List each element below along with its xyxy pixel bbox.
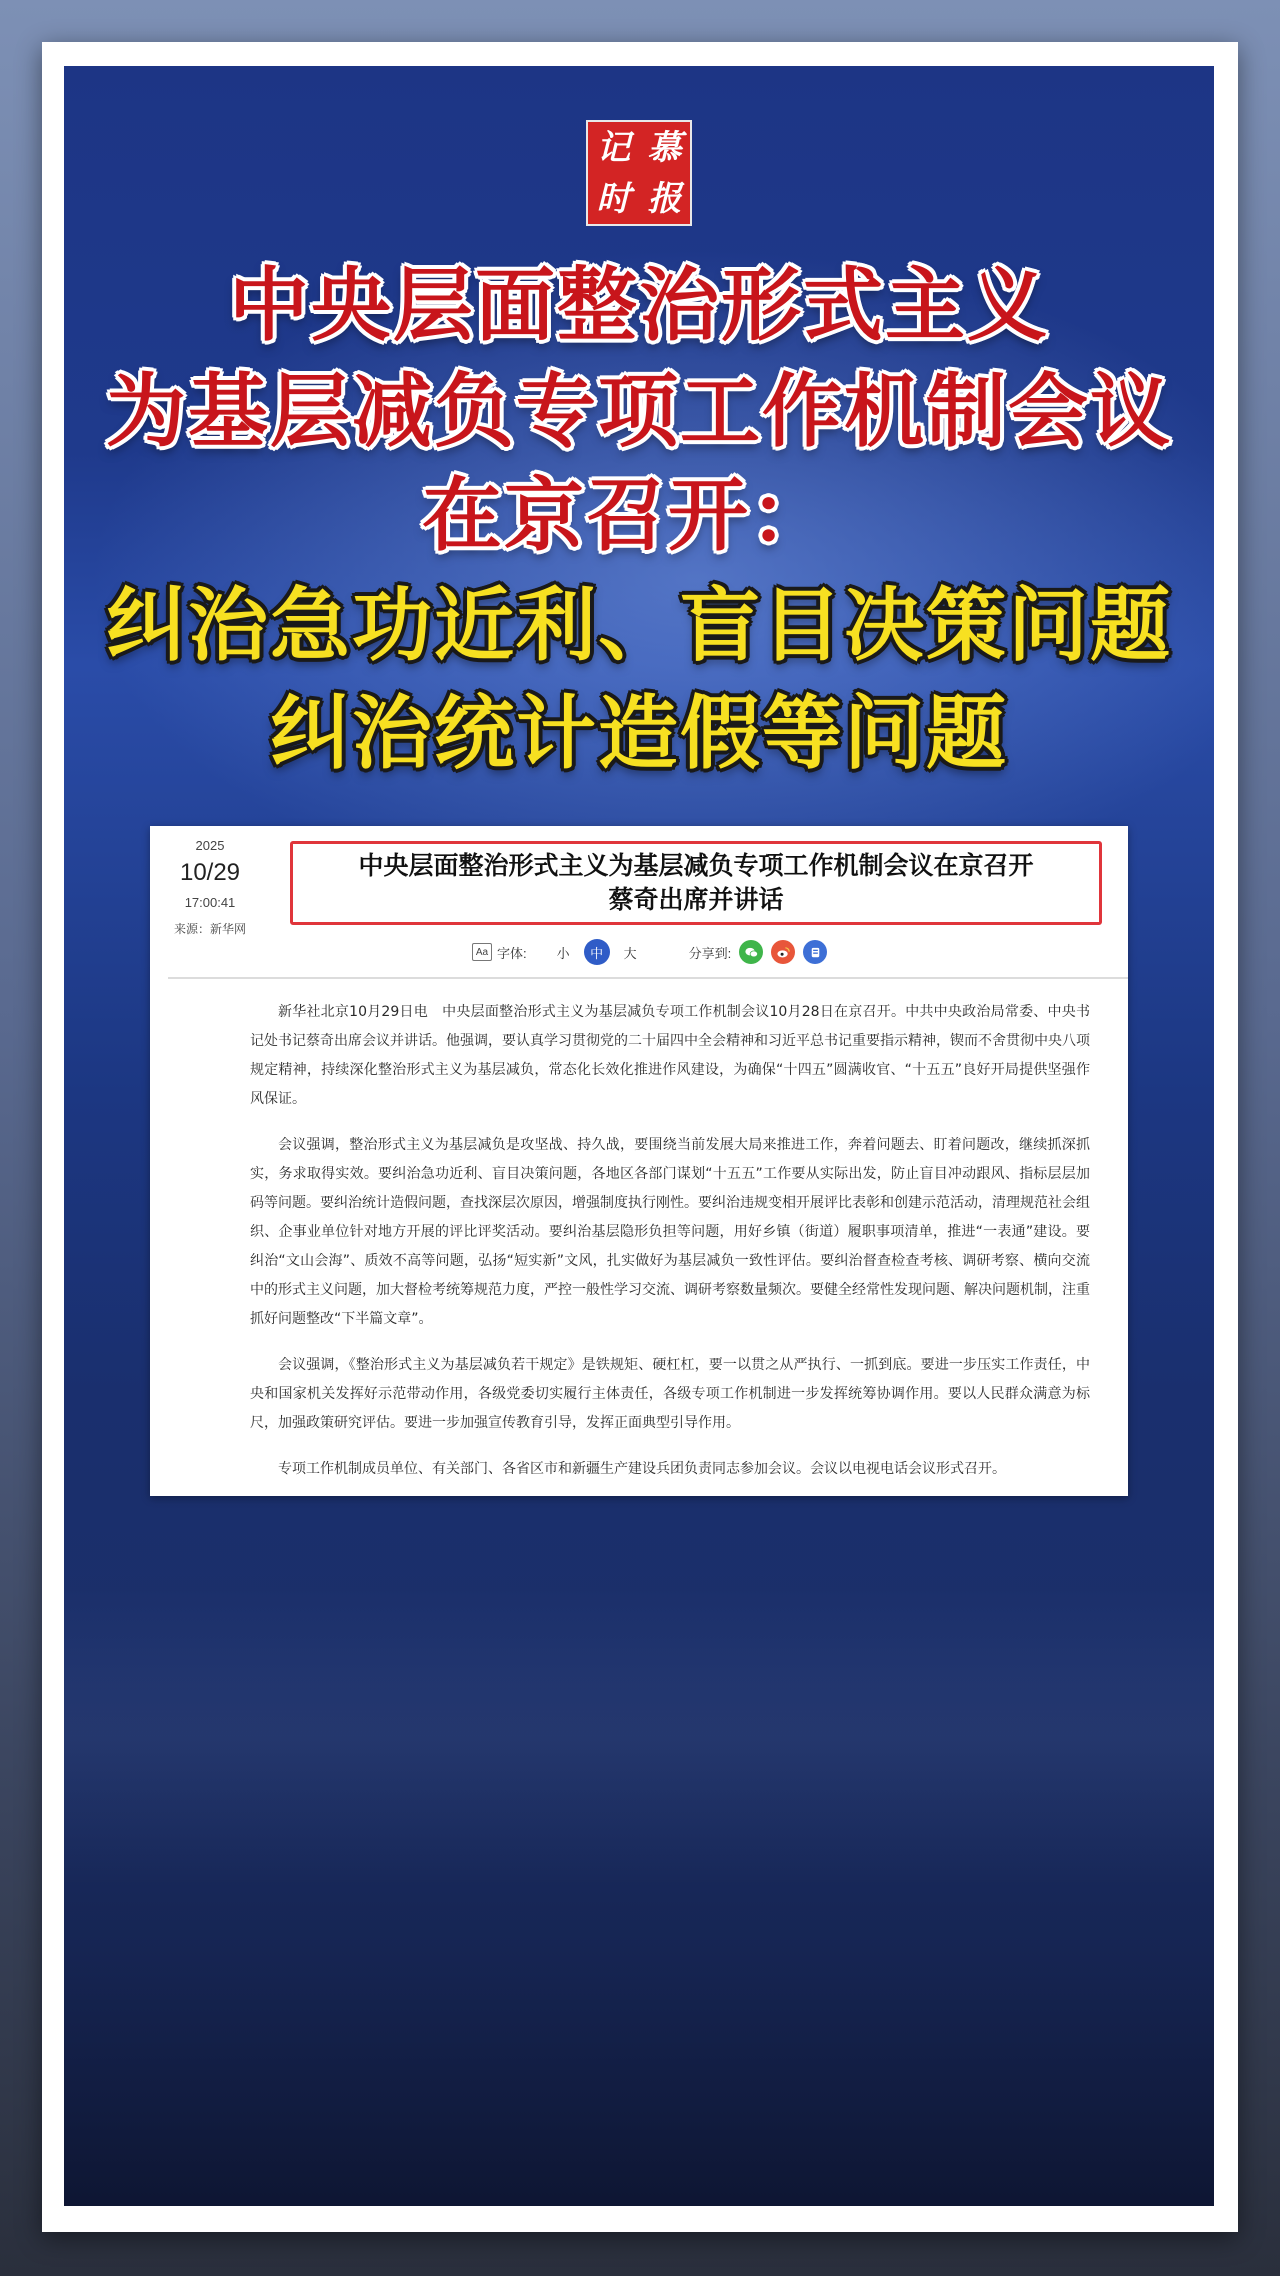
article-month-day: 10/29: [179, 859, 241, 886]
font-label: 字体:: [497, 945, 527, 961]
headline-line-2: 为基层减负专项工作机制会议: [106, 365, 1172, 458]
article-source: 来源：新华网: [173, 922, 246, 936]
article-title-line-1: 中央层面整治形式主义为基层减负专项工作机制会议在京召开: [358, 851, 1034, 880]
headline-line-4: 纠治急功近利、盲目决策问题: [106, 579, 1172, 672]
qzone-icon[interactable]: [803, 940, 827, 964]
weibo-icon[interactable]: [771, 940, 795, 964]
article-title-line-2: 蔡奇出席并讲话: [608, 885, 784, 914]
logo-char: 报: [647, 178, 682, 219]
logo-char: 记: [596, 127, 631, 168]
logo-char: 慕: [647, 127, 682, 168]
article-date-block: [150, 838, 270, 937]
article-paragraph: 会议强调，《整治形式主义为基层减负若干规定》是铁规矩、硬杠杠，要一以贯之从严执行、一抓到底。要进一步压实工作责任，中央和国家机关发挥好示范带动作用，各级党委切实履行主体责任，各级专项工作机制进一步发挥统筹协调作用。要以人民群众满意为标尺，加强政策研究评估。要进一步加强宣传教育引导，发挥正面典型引导作用。: [250, 1357, 1090, 1431]
headline-line-3: 在京召开：: [422, 469, 832, 562]
font-size-small[interactable]: 小: [556, 945, 570, 961]
article-time: 17:00:41: [184, 895, 236, 910]
headline-line-5: 纠治统计造假等问题: [270, 687, 1008, 780]
poster-frame: [42, 42, 1238, 2232]
headline-line-1: 中央层面整治形式主义: [229, 259, 1049, 352]
article-body: [250, 998, 1090, 1501]
article-screenshot: [150, 826, 1128, 1496]
divider: [168, 977, 1128, 979]
font-size-large[interactable]: 大: [623, 945, 637, 961]
article-paragraph: 专项工作机制成员单位、有关部门、各省区市和新疆生产建设兵团负责同志参加会议。会议以电视电话会议形式召开。: [278, 1461, 1006, 1477]
article-paragraph: 会议强调，整治形式主义为基层减负是攻坚战、持久战，要围绕当前发展大局来推进工作，奔着问题去、盯着问题改，继续抓深抓实，务求取得实效。要纠治急功近利、盲目决策问题，各地区各部门谋划“十五五”工作要从实际出发，防止盲目冲动跟风、指标层层加码等问题。要纠治统计造假问题，查找深层次原因，增强制度执行刚性。要纠治违规变相开展评比表彰和创建示范活动，清理规范社会组织、企事业单位针对地方开展的评比评奖活动。要纠治基层隐形负担等问题，用好乡镇（街道）履职事项清单，推进“一表通”建设。要纠治“文山会海”、质效不高等问题，弘扬“短实新”文风，扎实做好为基层减负一致性评估。要纠治督查检查考核、调研考察、横向交流中的形式主义问题，加大督检考统筹规范力度，严控一般性学习交流、调研考察数量频次。要健全经常性发现问题、解决问题机制，注重抓好问题整改“下半篇文章”。: [250, 1137, 1090, 1327]
wechat-icon[interactable]: [739, 940, 763, 964]
article-title-highlight: [290, 841, 1102, 925]
font-size-icon: Aa: [472, 943, 492, 961]
brand-logo: [588, 122, 690, 224]
article-year: 2025: [195, 838, 225, 853]
article-paragraph: 新华社北京10月29日电 中央层面整治形式主义为基层减负专项工作机制会议10月28日在京召开。中共中央政治局常委、中央书记处书记蔡奇出席会议并讲话。他强调，要认真学习贯彻党的二十届四中全会精神和习近平总书记重要指示精神，锲而不舍贯彻中央八项规定精神，持续深化整治形式主义为基层减负，常态化长效化推进作风建设，为确保“十四五”圆满收官、“十五五”良好开局提供坚强作风保证。: [250, 1004, 1090, 1107]
logo-char: 时: [596, 178, 631, 219]
poster: [64, 66, 1214, 2206]
article-toolbar: [472, 938, 827, 966]
font-size-medium[interactable]: 中: [584, 939, 610, 965]
share-label: 分享到:: [688, 945, 732, 961]
